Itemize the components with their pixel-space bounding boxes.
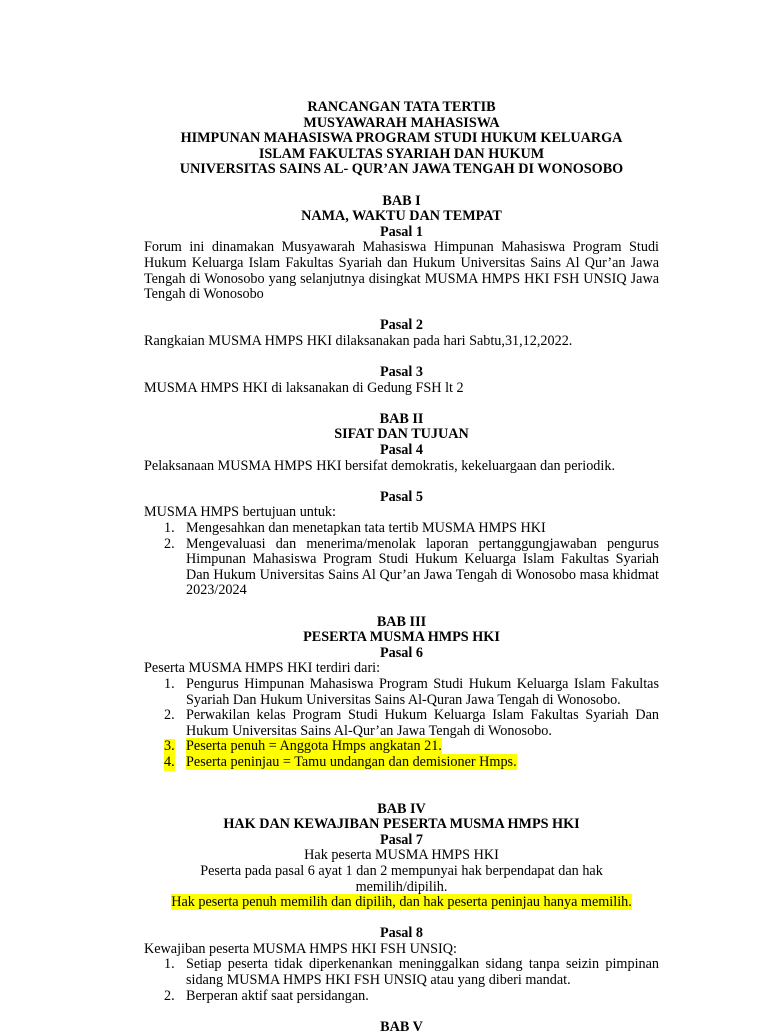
title-line-2: MUSYAWARAH MAHASISWA	[303, 114, 500, 131]
pasal1-label: Pasal 1	[380, 223, 423, 240]
list-item	[144, 708, 659, 739]
list-item-text: Pengurus Himpunan Mahasiswa Program Studi Hukum Keluarga Islam Fakultas Syariah Dan Hukum Universitas Sains Al-Quran Jawa Tengah di Wonosobo.	[186, 675, 659, 708]
bab2-subheading: SIFAT DAN TUJUAN	[334, 426, 469, 443]
pasal1-text: Forum ini dinamakan Musyawarah Mahasiswa Himpunan Mahasiswa Program Studi Hukum Keluarga Islam Fakultas Syariah dan Hukum Universitas Sains Al Qur’an Jawa Tengah di Wonosobo yang selanjutnya disingkat MUSMA HMPS HKI FSH UNSIQ Jawa Tengah di Wonosobo	[144, 239, 659, 303]
spacer	[144, 771, 659, 802]
list-item-number: 2.	[164, 535, 175, 552]
pasal8-intro: Kewajiban peserta MUSMA HMPS HKI FSH UNSIQ:	[144, 940, 457, 957]
list-item-text: Peserta penuh = Anggota Hmps angkatan 21.	[186, 738, 442, 755]
list-item-number: 1.	[164, 956, 175, 973]
spacer	[144, 178, 659, 194]
pasal6-intro: Peserta MUSMA HMPS HKI terdiri dari:	[144, 660, 381, 677]
pasal4-text: Pelaksanaan MUSMA HMPS HKI bersifat demokratis, kekeluargaan dan periodik.	[144, 457, 615, 474]
pasal7-label: Pasal 7	[380, 831, 423, 848]
pasal5-label: Pasal 5	[380, 488, 423, 505]
spacer	[144, 474, 659, 490]
list-item	[144, 957, 659, 988]
list-item	[144, 537, 659, 599]
bab2-heading: BAB II	[379, 410, 424, 427]
list-item-number: 1.	[164, 675, 175, 692]
pasal4-label: Pasal 4	[380, 442, 423, 459]
list-item-number: 4.	[164, 753, 175, 770]
pasal5-intro: MUSMA HMPS bertujuan untuk:	[144, 504, 336, 521]
pasal2-label: Pasal 2	[380, 317, 423, 334]
pasal6-list	[144, 677, 659, 771]
spacer	[144, 303, 659, 319]
pasal6-label: Pasal 6	[380, 644, 423, 661]
pasal2-text: Rangkaian MUSMA HMPS HKI dilaksanakan pada hari Sabtu,31,12,2022.	[144, 332, 573, 349]
document-body	[144, 100, 659, 1035]
bab3-subheading: PESERTA MUSMA HMPS HKI	[303, 629, 500, 646]
list-item-text: Mengevaluasi dan menerima/menolak laporan pertanggungjawaban pengurus Himpunan Mahasiswa Program Studi Hukum Keluarga Islam Fakultas Syariah Dan Hukum Universitas Sains Al Qur’an Jawa Tengah di Wonosobo masa khidmat 2023/2024	[186, 535, 659, 599]
bab4-heading: BAB IV	[377, 800, 426, 817]
list-item	[144, 989, 659, 1005]
spacer	[144, 911, 659, 927]
pasal8-list	[144, 957, 659, 1004]
pasal3-text: MUSMA HMPS HKI di laksanakan di Gedung FSH lt 2	[144, 379, 464, 396]
list-item-highlighted	[144, 739, 659, 755]
title-line-4: ISLAM FAKULTAS SYARIAH DAN HUKUM	[258, 145, 545, 162]
list-item-text: Perwakilan kelas Program Studi Hukum Keluarga Islam Fakultas Syariah Dan Hukum Universitas Sains Al-Qur’an Jawa Tengah di Wonosobo.	[186, 707, 659, 739]
spacer	[144, 350, 659, 366]
pasal7-line3: Hak peserta penuh memilih dan dipilih, dan hak peserta peninjau hanya memilih.	[171, 894, 632, 911]
bab3-heading: BAB III	[376, 613, 427, 630]
title-line-5: UNIVERSITAS SAINS AL- QUR’AN JAWA TENGAH DI WONOSOBO	[179, 161, 624, 178]
pasal7-line3-wrap	[144, 895, 659, 911]
bab1-heading: BAB I	[382, 192, 421, 209]
pasal8-label: Pasal 8	[380, 925, 423, 942]
pasal3-label: Pasal 3	[380, 364, 423, 381]
spacer	[144, 599, 659, 615]
bab5-heading: BAB V	[380, 1018, 423, 1035]
list-item-number: 2.	[164, 707, 175, 724]
bab4-subheading: HAK DAN KEWAJIBAN PESERTA MUSMA HMPS HKI	[223, 816, 580, 833]
list-item-text: Peserta peninjau = Tamu undangan dan demisioner Hmps.	[186, 753, 517, 770]
list-item-highlighted	[144, 755, 659, 771]
list-item-number: 1.	[164, 520, 175, 537]
document-title	[144, 100, 659, 178]
list-item-number: 2.	[164, 987, 175, 1004]
list-item-text: Berperan aktif saat persidangan.	[186, 987, 369, 1004]
title-line-3: HIMPUNAN MAHASISWA PROGRAM STUDI HUKUM KELUARGA	[180, 130, 623, 147]
pasal5-list	[144, 521, 659, 599]
spacer	[144, 396, 659, 412]
bab1-subheading: NAMA, WAKTU DAN TEMPAT	[301, 208, 502, 225]
list-item-text: Setiap peserta tidak diperkenankan meninggalkan sidang tanpa seizin pimpinan sidang MUSMA HMPS HKI FSH UNSIQ atau yang diberi mandat.	[186, 956, 659, 989]
pasal7-line2: Peserta pada pasal 6 ayat 1 dan 2 mempunyai hak berpendapat dan hak memilih/dipilih.	[200, 862, 603, 895]
list-item-number: 3.	[164, 738, 175, 755]
list-item	[144, 677, 659, 708]
pasal7-line1: Hak peserta MUSMA HMPS HKI	[304, 847, 499, 864]
list-item	[144, 521, 659, 537]
list-item-text: Mengesahkan dan menetapkan tata tertib MUSMA HMPS HKI	[186, 520, 546, 537]
spacer	[144, 1004, 659, 1020]
title-line-1: RANCANGAN TATA TERTIB	[307, 99, 496, 115]
